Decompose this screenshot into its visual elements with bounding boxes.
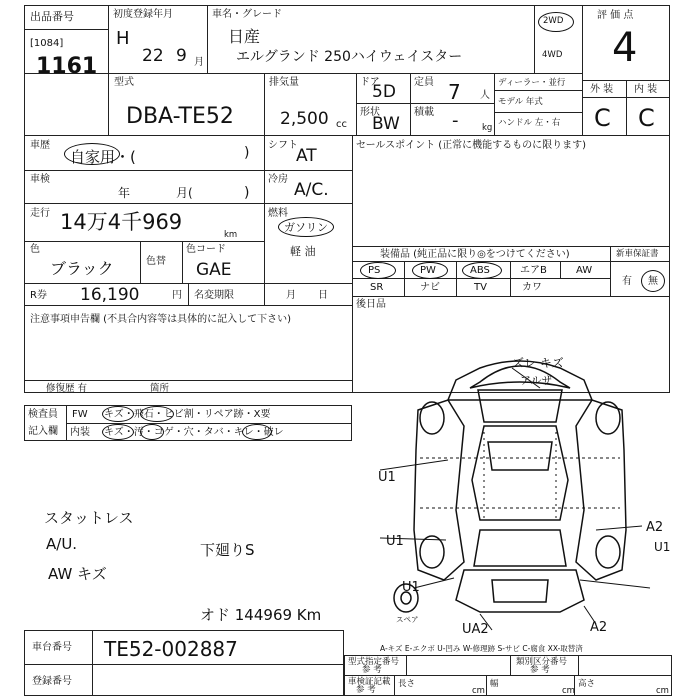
mileage-value: 14万4千969 (60, 210, 183, 234)
mileage-unit: km (224, 230, 238, 240)
grid-line (108, 5, 109, 135)
equip-abs: ABS (470, 265, 490, 276)
load-label: 積載 (414, 107, 434, 118)
grid-line (494, 90, 582, 91)
int-kizu-circle (102, 424, 134, 440)
drive-4wd: 4WD (542, 50, 563, 60)
remark-studless: スタットレス (44, 509, 134, 527)
era-value: H (116, 28, 130, 49)
history-circle (64, 143, 120, 165)
grid-line (24, 29, 108, 30)
damage-a2-bottom: A2 (590, 620, 608, 635)
grid-line (352, 246, 670, 247)
handle-label: ハンドル 左・右 (498, 118, 561, 128)
height-label: 高さ (578, 679, 596, 689)
warranty-no: 無 (648, 276, 658, 287)
dim-label: 車検証記載 (348, 677, 391, 687)
damage-u1-left-1: U1 (378, 470, 396, 485)
damage-u1-left-3: U1 (402, 580, 420, 595)
color-change-label: 色替 (146, 256, 166, 267)
grid-line (182, 241, 183, 283)
equip-leather: カワ (522, 282, 542, 293)
grid-line (24, 170, 352, 171)
color-value: ブラック (50, 259, 114, 278)
equip-airbag: エアB (520, 265, 547, 276)
color-label: 色 (30, 244, 40, 255)
month-value: 9 (176, 46, 187, 66)
fw-tobiishi-circle (140, 406, 174, 422)
grid-line (456, 261, 457, 296)
dim-sub: 参 考 (356, 685, 376, 695)
int-tabako-circle (242, 424, 272, 440)
grid-line (610, 246, 611, 296)
aftermarket-label: 後日品 (356, 299, 386, 310)
chassis-label: 車台番号 (32, 642, 72, 653)
inspector-interior-items: キズ・汚・コゲ・穴・タバ・キレ・破レ (104, 427, 284, 438)
width-unit: cm (562, 686, 575, 696)
model-value: DBA-TE52 (126, 104, 234, 129)
exterior-label: 外 装 (590, 84, 614, 95)
grid-line (626, 80, 627, 135)
title-expiry-month: 月 (286, 290, 296, 301)
inspector-label-2: 記入欄 (28, 426, 58, 437)
shift-label: シフト (268, 140, 298, 151)
inspection-year: 年 (118, 186, 131, 200)
inspection-month: 月( (176, 186, 193, 200)
history-close: ) (244, 145, 250, 161)
length-label: 長さ (398, 679, 416, 689)
load-unit: kg (482, 123, 493, 133)
width-label: 幅 (490, 679, 499, 689)
door-label: ドア (360, 77, 380, 88)
equip-sr: SR (370, 282, 384, 293)
spare-label: スペア (396, 615, 419, 624)
damage-legend: A-キズ E-エクボ U-凹み W-修理跡 S-サビ C-腐食 XX-取替済 (380, 644, 583, 653)
history-label: 車歴 (30, 140, 50, 151)
name-label: 車名・グレード (212, 9, 282, 20)
equip-ps: PS (368, 265, 381, 276)
grid-line (406, 655, 407, 675)
model-year-label: モデル 年式 (498, 97, 543, 107)
recycle-label: R券 (30, 290, 47, 301)
fuel-value: ガソリン (284, 221, 328, 234)
type-cert-label: 型式指定番号 (348, 657, 400, 667)
grid-line (24, 380, 352, 381)
grid-line (356, 73, 357, 135)
equip-pw-circle (412, 262, 448, 279)
capacity-unit: 人 (480, 90, 490, 101)
capacity-label: 定員 (414, 77, 434, 88)
grid-line (66, 423, 352, 424)
warranty-yes: 有 (622, 276, 632, 287)
grid-line (560, 261, 561, 278)
color-code-value: GAE (196, 260, 232, 280)
maker-value: 日産 (228, 27, 261, 46)
grid-line (264, 135, 265, 305)
grade-label: 評 価 点 (597, 10, 634, 21)
reg-label: 登録番号 (32, 676, 72, 687)
remark-au: A/U. (46, 535, 78, 553)
height-unit: cm (656, 686, 669, 696)
int-yogore-circle (140, 424, 164, 440)
inspection-label: 車検 (30, 174, 50, 185)
history-value: 自家用・( (70, 148, 136, 166)
grid-line (494, 73, 495, 135)
diagram-note-2: アルザ (520, 374, 553, 387)
grid-line (356, 103, 494, 104)
equip-aw: AW (576, 265, 593, 276)
grid-line (410, 73, 411, 135)
grid-line (394, 675, 395, 696)
dealer-label: ディーラー・並行 (498, 78, 566, 88)
ac-label: 冷房 (268, 174, 288, 185)
color-code-label: 色コード (186, 244, 226, 255)
title-expiry-label: 名変期限 (194, 290, 234, 301)
ac-value: A/C. (294, 180, 329, 200)
warranty-no-circle (641, 270, 665, 292)
grid-line (510, 261, 511, 296)
grid-line (486, 675, 487, 696)
shape-label: 形状 (360, 107, 380, 118)
capacity-value: 7 (448, 80, 461, 104)
fuel-label: 燃料 (268, 208, 288, 219)
recycle-value: 16,190 (80, 285, 140, 305)
grid-line (24, 135, 670, 136)
grid-line (188, 283, 189, 305)
lot-label: 出品番号 (30, 10, 74, 23)
grid-line (24, 664, 344, 665)
fuel-light-oil: 軽 油 (290, 245, 316, 258)
damage-u1-right: U1 (654, 540, 671, 554)
lot-code: [1084] (30, 38, 64, 49)
class-label: 類別区分番号 (516, 657, 568, 667)
fw-kizu-circle (102, 406, 134, 422)
grid-line (534, 5, 535, 73)
warranty-label: 新車保証書 (616, 249, 659, 259)
first-reg-label: 初度登録年月 (113, 9, 173, 20)
grid-line (352, 135, 353, 393)
lot-number: 1161 (36, 54, 98, 79)
grid-line (24, 203, 352, 204)
chassis-value: TE52-002887 (104, 637, 238, 661)
equip-navi: ナビ (420, 282, 440, 293)
overall-score: 4 (612, 25, 638, 71)
grid-line (140, 241, 141, 283)
interior-label: 内 装 (634, 84, 658, 95)
month-unit: 月 (194, 57, 204, 68)
grid-line (510, 655, 511, 675)
interior-score: C (638, 104, 655, 132)
diagram-note-1: ズレ キズ (512, 356, 564, 370)
inspector-interior-label: 内装 (70, 427, 90, 438)
grid-line (494, 112, 582, 113)
repair-label: 修復歴 有 (46, 383, 88, 394)
drive-2wd: 2WD (543, 16, 564, 26)
remark-aw: AW キズ (48, 565, 107, 583)
grid-line (24, 73, 582, 74)
selling-points-label: セールスポイント (正常に機能するものに限ります) (356, 140, 587, 151)
cc-label: 排気量 (269, 77, 299, 88)
equip-pw: PW (420, 265, 436, 276)
recycle-unit: 円 (172, 290, 182, 301)
inspector-fw-items: キズ・飛石・ヒビ割・リペア跡・X要 (104, 409, 271, 420)
equipment-label: 装備品 (純正品に限り◎をつけてください) (380, 249, 570, 260)
repair-spot: 箇所 (150, 383, 170, 394)
grid-line (578, 655, 579, 675)
inspection-close: ) (244, 185, 250, 201)
grid-line (24, 305, 352, 306)
damage-a2-right: A2 (646, 520, 664, 535)
load-value: - (452, 110, 459, 131)
equip-tv: TV (474, 282, 487, 293)
exterior-score: C (594, 104, 611, 132)
grid-line (264, 73, 265, 135)
equip-ps-circle (360, 262, 396, 279)
grid-line (24, 241, 264, 242)
fuel-circle (278, 217, 334, 237)
cc-value: 2,500 (280, 109, 329, 129)
inspector-fw-label: FW (72, 409, 88, 420)
title-expiry-day: 日 (318, 290, 328, 301)
damage-u1-left-2: U1 (386, 534, 404, 549)
length-unit: cm (472, 686, 485, 696)
grid-line (207, 5, 208, 73)
inspector-label-1: 検査員 (28, 409, 58, 420)
shift-value: AT (296, 146, 317, 166)
grid-line (352, 261, 670, 262)
type-cert-sub: 参 考 (362, 665, 382, 675)
damage-ua2-bottom: UA2 (462, 622, 489, 637)
grid-line (92, 630, 93, 696)
model-label: 型式 (114, 77, 134, 88)
equip-abs-circle (462, 262, 502, 279)
shape-value: BW (372, 114, 400, 134)
notes-label: 注意事項申告欄 (不具合内容等は具体的に記入して下さい) (30, 314, 291, 325)
cc-unit: cc (336, 119, 347, 130)
remark-odometer: オド 144969 Km (200, 606, 322, 624)
grid-line (404, 261, 405, 296)
grid-line (582, 5, 583, 135)
door-value: 5D (372, 82, 396, 102)
grade-value: エルグランド 250ハイウェイスター (236, 49, 463, 65)
class-sub: 参 考 (530, 665, 550, 675)
mileage-label: 走行 (30, 208, 50, 219)
grid-line (352, 296, 670, 297)
year-value: 22 (142, 46, 164, 66)
remark-under: 下廻りS (200, 541, 255, 559)
